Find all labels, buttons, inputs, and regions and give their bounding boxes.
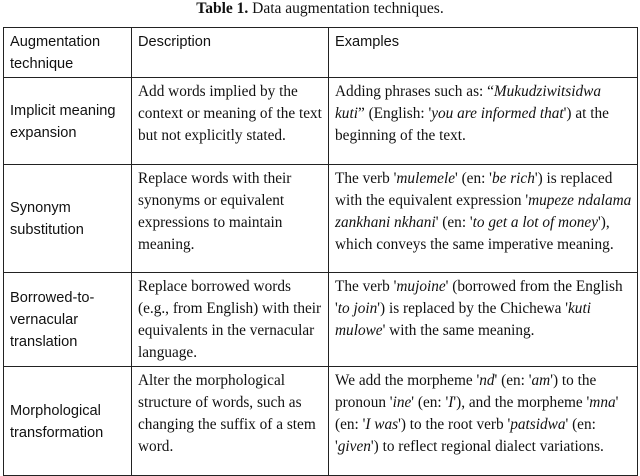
table-caption [0, 0, 640, 24]
table-row [4, 367, 638, 476]
augmentation-table [3, 27, 638, 476]
header-technique: Augmentation technique [4, 28, 132, 78]
table-row [4, 78, 638, 165]
example-cell: We add the morpheme 'nd' (en: 'am') to the pronoun 'ine' (en: 'I'), and the morpheme 'mna' (en: 'I was') to the root verb 'patsidwa' (en: 'given') to reflect regional dialect variations. [329, 367, 638, 476]
header-examples: Examples [329, 28, 638, 78]
technique-cell: Implicit meaning expansion [4, 78, 132, 165]
description-cell: Alter the morphological structure of words, such as changing the suffix of a stem word. [132, 367, 329, 476]
table-row [4, 273, 638, 367]
technique-cell: Morphological transformation [4, 367, 132, 476]
description-cell: Replace words with their synonyms or equivalent expressions to maintain meaning. [132, 165, 329, 273]
example-cell: Adding phrases such as: “Mukudziwitsidwa kuti” (English: 'you are informed that') at the beginning of the text. [329, 78, 638, 165]
technique-cell: Borrowed-to-vernacular translation [4, 273, 132, 367]
table-header-row [4, 28, 638, 78]
example-cell: The verb 'mulemele' (en: 'be rich') is replaced with the equivalent expression 'mupeze ndalama zankhani nkhani' (en: 'to get a lot of money'), which conveys the same imperative meaning. [329, 165, 638, 273]
caption-text: Data augmentation techniques. [252, 0, 444, 17]
technique-cell: Synonym substitution [4, 165, 132, 273]
description-cell: Add words implied by the context or meaning of the text but not explicitly stated. [132, 78, 329, 165]
table-row [4, 165, 638, 273]
example-cell: The verb 'mujoine' (borrowed from the English 'to join') is replaced by the Chichewa 'kuti mulowe' with the same meaning. [329, 273, 638, 367]
description-cell: Replace borrowed words (e.g., from English) with their equivalents in the vernacular language. [132, 273, 329, 367]
header-description: Description [132, 28, 329, 78]
caption-label: Table 1. [196, 0, 249, 17]
